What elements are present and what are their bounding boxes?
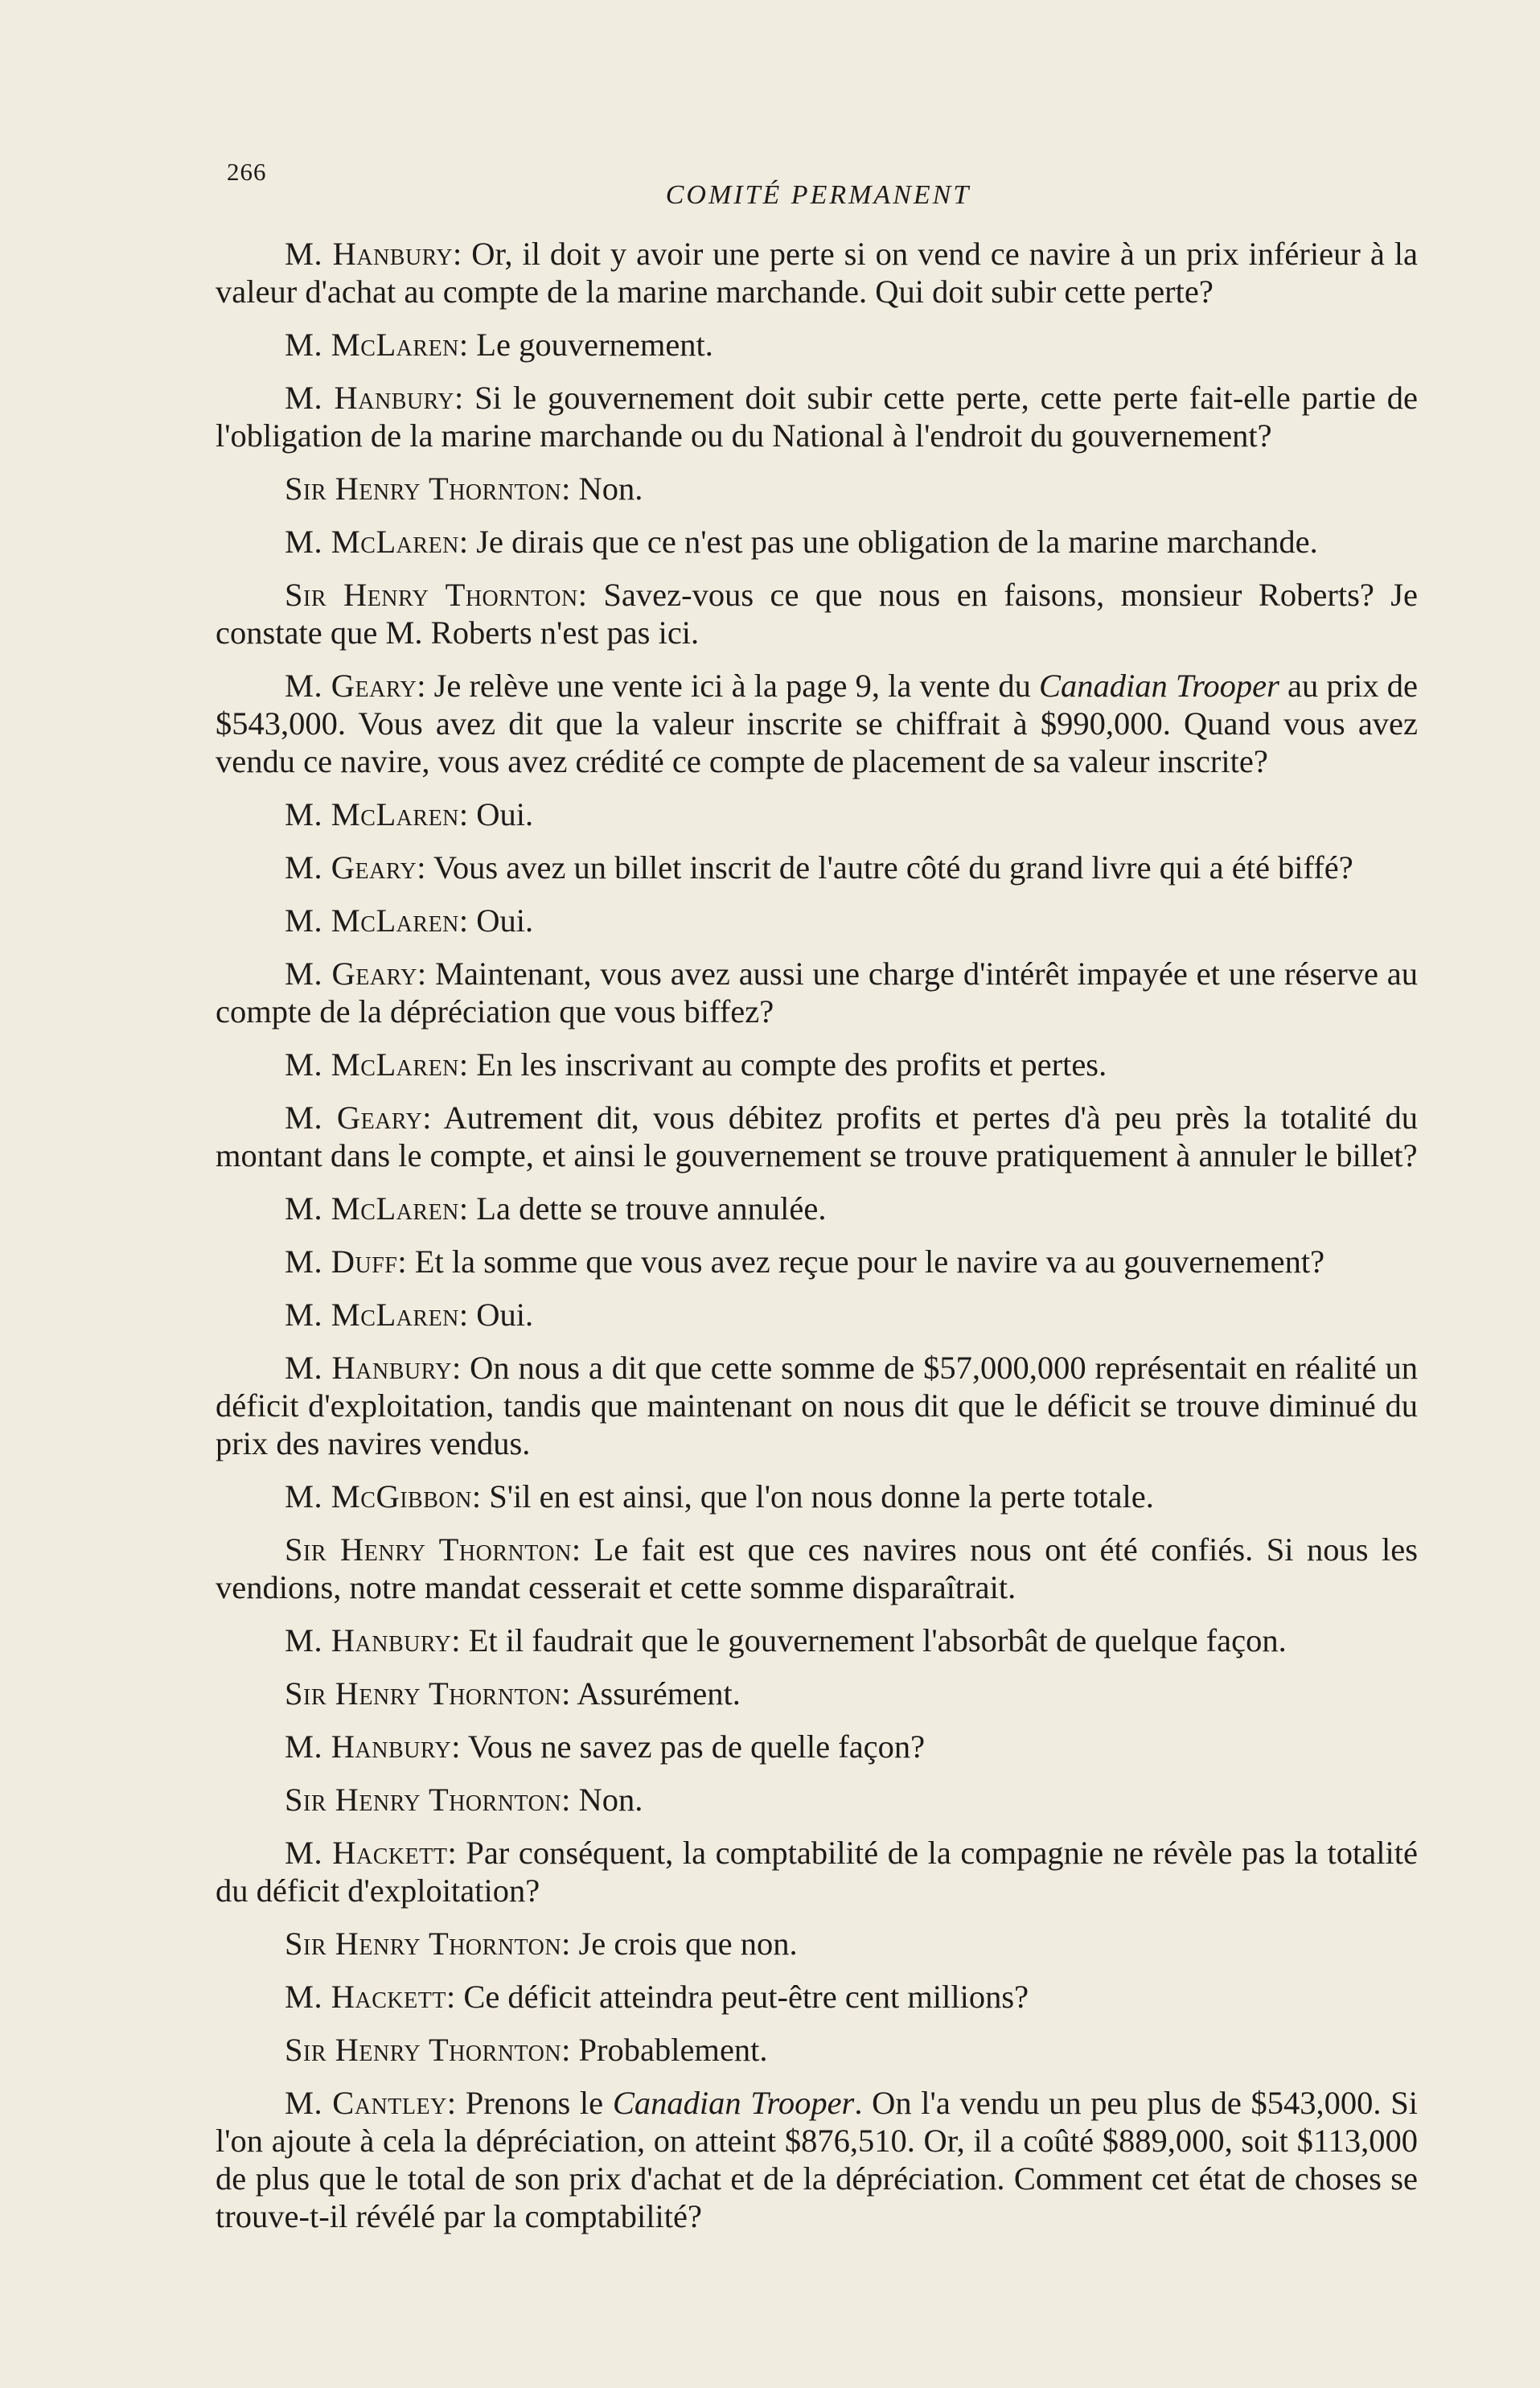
paragraph [216,795,1418,833]
speaker-name: M. McLaren [285,1046,459,1083]
speech-text: . On l'a vendu un peu plus de $543,000. Si l'on ajoute à cela la dépréciation, on atteint $876,510. Or, il a coûté $889,000, soit $113,000 de plus que le total de son prix d'achat et de la dépréciation. Comment cet état de choses se trouve-t-il révélé par la comptabilité? [216,2085,1419,2234]
speech-text: : Si le gouvernement doit subir cette perte, cette perte fait-elle partie de l'obligation de la marine marchande ou du National à l'endroit du gouvernement? [216,380,1418,454]
speaker-name: M. Hackett [285,1979,446,2015]
speaker-name: M. McLaren [285,902,459,939]
speech-text: : Je dirais que ce n'est pas une obligation de la marine marchande. [458,524,1318,560]
speech-text: : Ce déficit atteindra peut-être cent millions? [446,1979,1029,2015]
speaker-name: M. McLaren [285,796,459,832]
speech-text: : Autrement dit, vous débitez profits et pertes d'à peu près la totalité du montant dans le compte, et ainsi le gouvernement se trouve pratiquement à annuler le billet? [216,1099,1418,1173]
speech-text: : Probablement. [561,2032,768,2068]
speaker-name: M. McLaren [285,524,459,560]
speaker-name: Sir Henry Thornton [285,1926,562,1962]
speech-text: : On nous a dit que cette somme de $57,000,000 représentait en réalité un déficit d'exploitation, tandis que maintenant on nous dit que le déficit se trouve diminué du prix des navires vendus. [216,1350,1418,1461]
paragraph [216,1834,1418,1909]
speech-text: : S'il en est ainsi, que l'on nous donne la perte totale. [471,1478,1154,1515]
speaker-name: M. Hanbury [285,380,454,416]
ship-name: Canadian Trooper [612,2085,855,2121]
speaker-name: M. Geary [285,668,417,704]
speaker-name: M. Hackett [285,1835,448,1871]
paragraph [216,1190,1418,1227]
speech-text: : Non. [561,471,643,507]
speech-text: : Je crois que non. [561,1926,798,1962]
speech-text: : Vous avez un billet inscrit de l'autre côté du grand livre qui a été biffé? [417,849,1353,886]
paragraph [216,326,1418,364]
speaker-name: M. Geary [285,1099,423,1136]
paragraph [216,1478,1418,1515]
paragraph [216,1046,1418,1083]
paragraph [216,470,1418,508]
paragraph [216,1675,1418,1712]
paragraph [216,1349,1418,1462]
speaker-name: M. Hanbury [285,236,454,272]
speaker-name: M. Geary [285,849,417,886]
speech-text: : Par conséquent, la comptabilité de la compagnie ne révèle pas la totalité du déficit d'exploitation? [216,1835,1419,1909]
ship-name: Canadian Trooper [1038,668,1279,704]
speech-text: : Et la somme que vous avez reçue pour le navire va au gouvernement? [397,1243,1325,1280]
speaker-name: M. Hanbury [285,1350,452,1386]
paragraph [216,955,1418,1030]
speaker-name: M. Duff [285,1243,398,1280]
speaker-name: M. Hanbury [285,1728,452,1765]
speech-text: : Oui. [458,796,534,832]
paragraph [216,1978,1418,2016]
running-title: COMITÉ PERMANENT [665,180,971,210]
paragraph [216,849,1418,886]
speaker-name: M. McLaren [285,1297,459,1333]
speech-text: : Assurément. [561,1675,741,1712]
speech-text: : Vous ne savez pas de quelle façon? [451,1728,926,1765]
paragraph [216,379,1418,454]
paragraph [216,1099,1418,1174]
speech-text: : Le gouvernement. [458,327,713,363]
speaker-name: M. Cantley [285,2085,447,2121]
speech-text: : Non. [561,1782,643,1818]
paragraph [216,667,1418,780]
speaker-name: Sir Henry Thornton [285,1531,572,1568]
speaker-name: M. McLaren [285,327,459,363]
speech-text: : Oui. [458,902,534,939]
speaker-name: Sir Henry Thornton [285,2032,562,2068]
speech-text: : Prenons le [446,2085,613,2121]
speaker-name: Sir Henry Thornton [285,577,578,613]
paragraph [216,1243,1418,1280]
paragraph [216,1296,1418,1334]
paragraph [216,1621,1418,1659]
speech-text: : Je relève une vente ici à la page 9, la vente du [417,668,1039,704]
speech-text: : Maintenant, vous avez aussi une charge d'intérêt impayée et une réserve au compte de la dépréciation que vous biffez? [216,956,1418,1030]
speaker-name: Sir Henry Thornton [285,1782,562,1818]
speech-text: : Savez-vous ce que nous en faisons, monsieur Roberts? Je constate que M. Roberts n'est pas ici. [216,577,1418,651]
paragraph [216,1781,1418,1819]
paragraph [216,1728,1418,1765]
speaker-name: M. McGibbon [285,1478,472,1515]
paragraph [216,1531,1418,1606]
speaker-name: M. McLaren [285,1190,459,1227]
paragraph [216,902,1418,939]
paragraph [216,2031,1418,2069]
speaker-name: Sir Henry Thornton [285,1675,562,1712]
page-number: 266 [227,158,267,186]
paragraph [216,1925,1418,1963]
speech-text: : Le fait est que ces navires nous ont été confiés. Si nous les vendions, notre mandat cesserait et cette somme disparaîtrait. [216,1531,1418,1605]
speech-text: : La dette se trouve annulée. [458,1190,827,1227]
speech-text: : Or, il doit y avoir une perte si on vend ce navire à un prix inférieur à la valeur d'achat au compte de la marine marchande. Qui doit subir cette perte? [216,236,1418,310]
speaker-name: M. Geary [285,956,417,992]
paragraph [216,2084,1418,2235]
speaker-name: M. Hanbury [285,1622,452,1658]
transcript-body [216,235,1418,2250]
paragraph [216,576,1418,651]
speech-text: : Et il faudrait que le gouvernement l'absorbât de quelque façon. [451,1622,1287,1658]
speech-text: : Oui. [458,1297,534,1333]
speech-text: : En les inscrivant au compte des profits et pertes. [458,1046,1107,1083]
paragraph [216,235,1418,310]
speaker-name: Sir Henry Thornton [285,471,562,507]
paragraph [216,523,1418,561]
speech-text: au prix de $543,000. Vous avez dit que la valeur inscrite se chiffrait à $990,000. Quand vous avez vendu ce navire, vous avez crédité ce compte de placement de sa valeur inscrite? [216,668,1418,779]
